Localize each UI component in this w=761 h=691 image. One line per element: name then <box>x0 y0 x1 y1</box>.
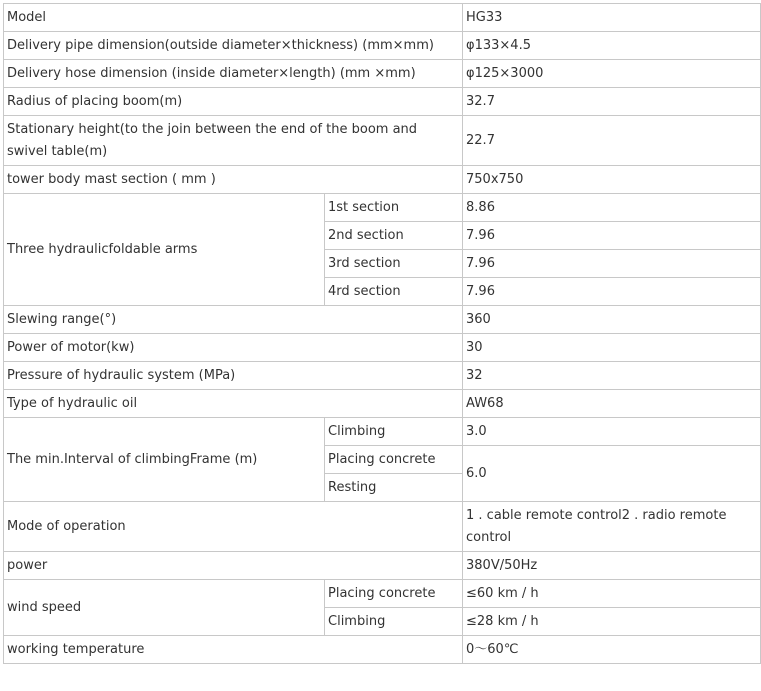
table-row <box>4 334 761 362</box>
row-label-pressure: Pressure of hydraulic system (MPa) <box>4 362 463 390</box>
sub-value-interval-climbing: 3.0 <box>463 418 761 446</box>
row-value-hose: φ125×3000 <box>463 60 761 88</box>
table-row <box>4 88 761 116</box>
row-label-mast: tower body mast section ( mm ) <box>4 166 463 194</box>
sub-value-interval-placing: 6.0 <box>463 446 761 502</box>
row-label-mode: Mode of operation <box>4 502 463 552</box>
row-label-power: power <box>4 552 463 580</box>
sub-label-wind-climbing: Climbing <box>325 608 463 636</box>
row-label-model: Model <box>4 4 463 32</box>
row-value-radius: 32.7 <box>463 88 761 116</box>
row-label-stationary: Stationary height(to the join between the end of the boom and swivel table(m) <box>4 116 463 166</box>
sub-value-arm-3: 7.96 <box>463 250 761 278</box>
row-value-stationary: 22.7 <box>463 116 761 166</box>
table-row <box>4 390 761 418</box>
table-row <box>4 502 761 552</box>
row-value-model: HG33 <box>463 4 761 32</box>
table-row <box>4 362 761 390</box>
sub-value-arm-1: 8.86 <box>463 194 761 222</box>
row-label-temperature: working temperature <box>4 636 463 664</box>
sub-label-interval-placing: Placing concrete <box>325 446 463 474</box>
row-value-motor: 30 <box>463 334 761 362</box>
row-value-temperature: 0～60℃ <box>463 636 761 664</box>
table-row <box>4 116 761 166</box>
sub-value-arm-2: 7.96 <box>463 222 761 250</box>
table-row <box>4 4 761 32</box>
row-label-wind: wind speed <box>4 580 325 636</box>
row-label-pipe: Delivery pipe dimension(outside diameter×thickness) (mm×mm) <box>4 32 463 60</box>
sub-label-arm-1: 1st section <box>325 194 463 222</box>
row-label-arms: Three hydraulicfoldable arms <box>4 194 325 306</box>
row-value-pipe: φ133×4.5 <box>463 32 761 60</box>
row-label-slewing: Slewing range(°) <box>4 306 463 334</box>
table-row <box>4 32 761 60</box>
sub-value-wind-placing: ≤60 km / h <box>463 580 761 608</box>
row-value-mode: 1 . cable remote control2 . radio remote control <box>463 502 761 552</box>
row-label-oil: Type of hydraulic oil <box>4 390 463 418</box>
table-row <box>4 552 761 580</box>
table-row <box>4 166 761 194</box>
sub-label-wind-placing: Placing concrete <box>325 580 463 608</box>
table-row <box>4 306 761 334</box>
table-row <box>4 418 761 446</box>
table-row <box>4 636 761 664</box>
sub-value-wind-climbing: ≤28 km / h <box>463 608 761 636</box>
spec-table <box>3 3 761 664</box>
row-value-pressure: 32 <box>463 362 761 390</box>
sub-label-arm-3: 3rd section <box>325 250 463 278</box>
row-label-hose: Delivery hose dimension (inside diameter×length) (mm ×mm) <box>4 60 463 88</box>
table-row <box>4 580 761 608</box>
sub-label-interval-resting: Resting <box>325 474 463 502</box>
row-value-oil: AW68 <box>463 390 761 418</box>
row-label-motor: Power of motor(kw) <box>4 334 463 362</box>
row-label-interval: The min.Interval of climbingFrame (m) <box>4 418 325 502</box>
row-value-power: 380V/50Hz <box>463 552 761 580</box>
table-row <box>4 60 761 88</box>
sub-label-interval-climbing: Climbing <box>325 418 463 446</box>
sub-label-arm-2: 2nd section <box>325 222 463 250</box>
row-label-radius: Radius of placing boom(m) <box>4 88 463 116</box>
row-value-slewing: 360 <box>463 306 761 334</box>
sub-label-arm-4: 4rd section <box>325 278 463 306</box>
row-value-mast: 750x750 <box>463 166 761 194</box>
sub-value-arm-4: 7.96 <box>463 278 761 306</box>
table-row <box>4 194 761 222</box>
